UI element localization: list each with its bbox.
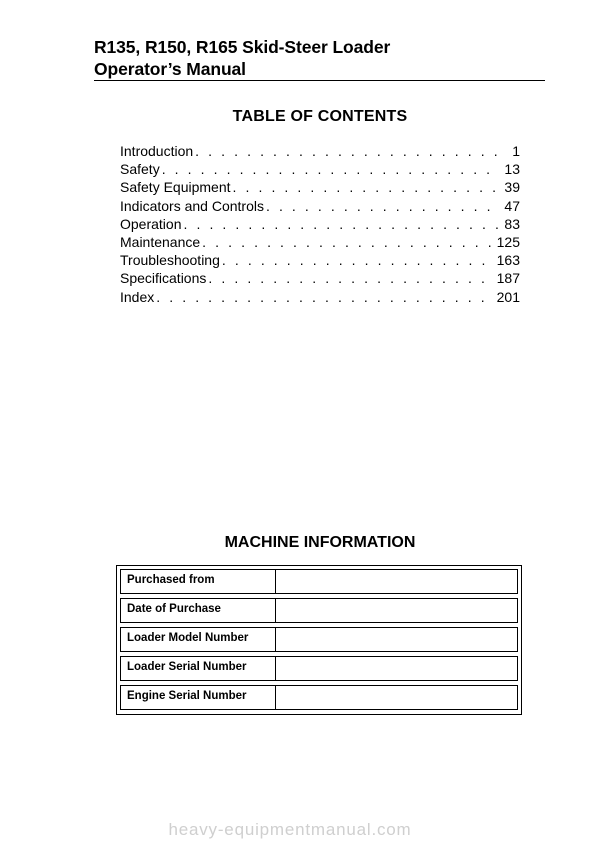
toc-leader-dots <box>193 142 498 160</box>
toc-leader-dots <box>220 251 493 269</box>
toc-entry[interactable] <box>120 160 520 178</box>
machine-info-title: MACHINE INFORMATION <box>224 534 416 551</box>
toc-leader-dots <box>231 178 498 196</box>
toc-entry-label: Specifications <box>120 270 207 287</box>
table-row <box>120 685 518 710</box>
toc-entry[interactable] <box>120 178 520 196</box>
toc-entry-label: Index <box>120 288 155 305</box>
table-of-contents <box>120 142 520 306</box>
toc-leader-dots <box>154 288 492 306</box>
toc-entry-label: Troubleshooting <box>120 252 220 269</box>
toc-entry-label: Indicators and Controls <box>120 197 264 214</box>
field-label: Loader Model Number <box>120 627 276 652</box>
toc-leader-dots <box>264 197 498 215</box>
toc-entry[interactable] <box>120 269 520 287</box>
toc-entry[interactable] <box>120 142 520 160</box>
date-of-purchase-field[interactable] <box>276 598 518 623</box>
machine-info-table <box>116 565 522 715</box>
toc-entry-page: 163 <box>496 252 520 269</box>
toc-entry-page: 201 <box>496 288 520 305</box>
field-label: Date of Purchase <box>120 598 276 623</box>
toc-entry-label: Operation <box>120 215 182 232</box>
purchased-from-field[interactable] <box>276 569 518 594</box>
toc-entry[interactable] <box>120 251 520 269</box>
watermark: heavy-equipmentmanual.com <box>168 820 412 839</box>
toc-entry-label: Introduction <box>120 143 194 159</box>
table-row <box>120 569 518 594</box>
table-row <box>120 656 518 681</box>
manual-title: R135, R150, R165 Skid-Steer Loader <box>94 37 391 57</box>
toc-entry-page: 83 <box>504 215 520 232</box>
toc-entry-page: 13 <box>504 161 520 178</box>
toc-entry-label: Safety <box>120 161 160 178</box>
toc-entry-page: 1 <box>512 143 520 159</box>
toc-entry-page: 125 <box>496 233 520 250</box>
header-rule <box>94 80 545 81</box>
field-label: Loader Serial Number <box>120 656 276 681</box>
toc-leader-dots <box>160 160 498 178</box>
manual-subtitle: Operator’s Manual <box>94 59 246 79</box>
toc-entry-page: 187 <box>496 270 520 287</box>
toc-entry-page: 39 <box>504 179 520 196</box>
engine-serial-number-field[interactable] <box>276 685 518 710</box>
table-row <box>120 598 518 623</box>
toc-leader-dots <box>206 269 492 287</box>
toc-leader-dots <box>200 233 492 251</box>
field-label: Purchased from <box>120 569 276 594</box>
toc-leader-dots <box>181 215 498 233</box>
document-header <box>94 36 390 80</box>
toc-entry[interactable] <box>120 197 520 215</box>
toc-entry[interactable] <box>120 233 520 251</box>
toc-entry-label: Maintenance <box>120 233 201 250</box>
toc-entry[interactable] <box>120 215 520 233</box>
table-row <box>120 627 518 652</box>
loader-serial-number-field[interactable] <box>276 656 518 681</box>
toc-entry-label: Safety Equipment <box>120 179 231 196</box>
toc-title: TABLE OF CONTENTS <box>232 108 408 125</box>
field-label: Engine Serial Number <box>120 685 276 710</box>
toc-entry[interactable] <box>120 288 520 306</box>
toc-entry-page: 47 <box>504 197 520 214</box>
loader-model-number-field[interactable] <box>276 627 518 652</box>
